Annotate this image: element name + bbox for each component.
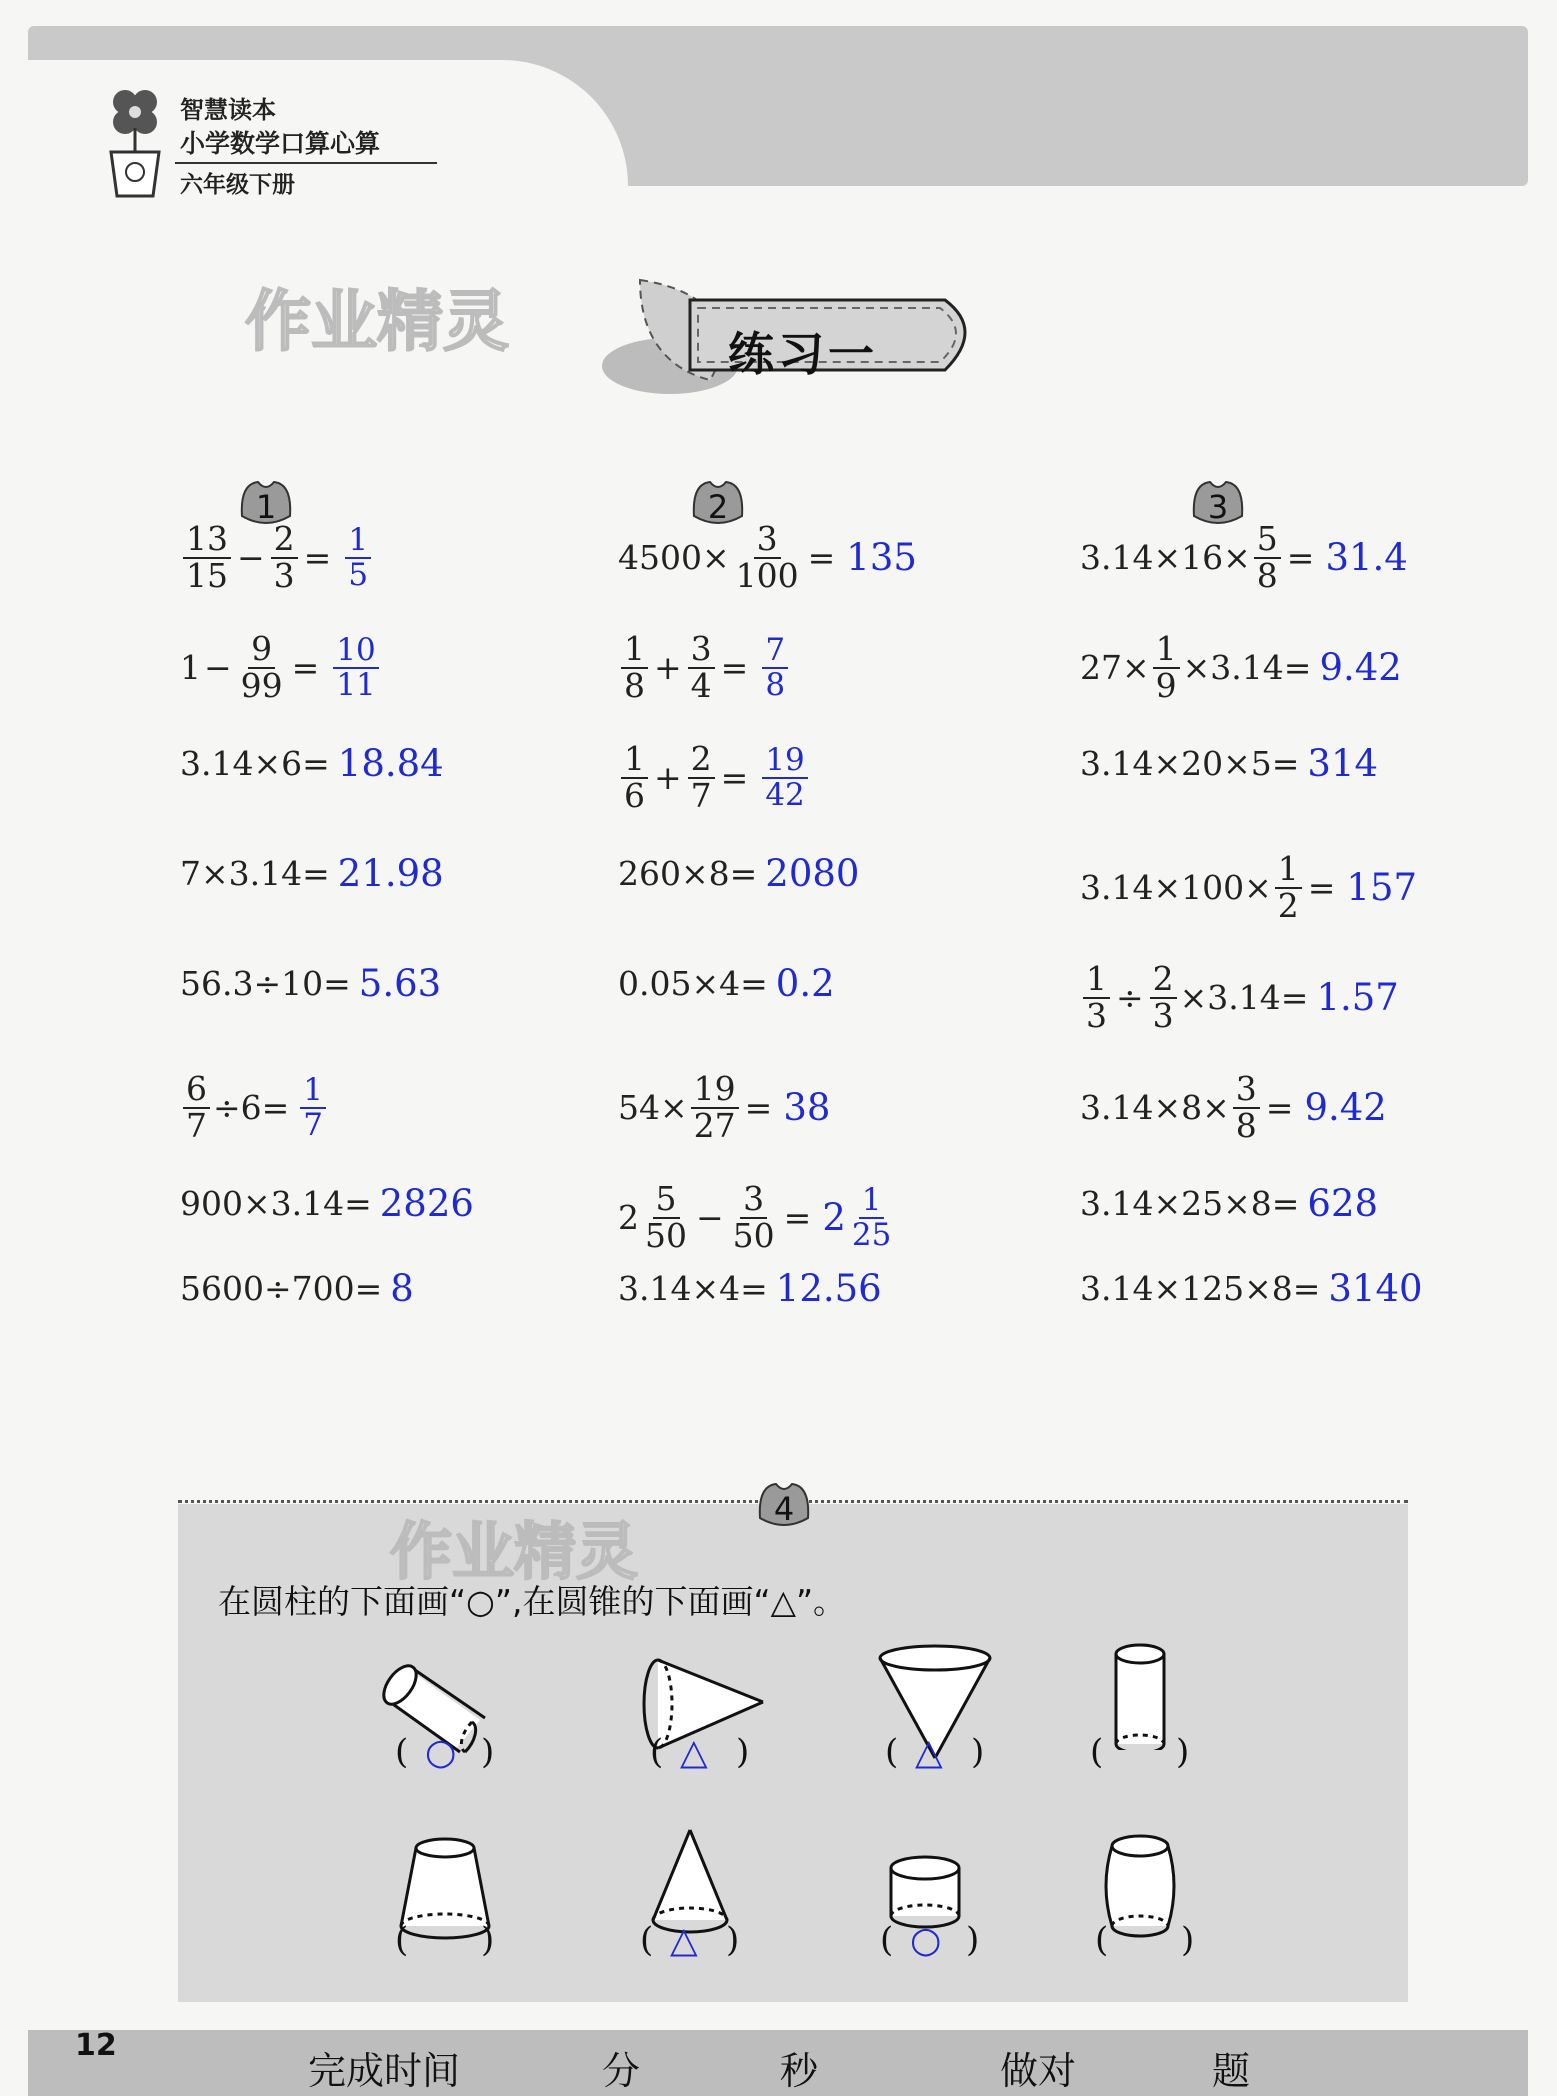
problem-text: ×3.14= [1182, 648, 1312, 688]
fraction-numerator: 10 [333, 634, 378, 669]
problem-fraction [1153, 629, 1180, 705]
problem-fraction [1254, 519, 1281, 595]
problem-answer [380, 1182, 474, 1225]
column-badge-number: 3 [1207, 488, 1229, 526]
fraction-denominator: 50 [645, 1215, 687, 1255]
problem-3-7 [1080, 1182, 1378, 1225]
problem-text: 5600÷700= [180, 1269, 383, 1308]
answer-value: 9.42 [1304, 1086, 1387, 1130]
problem-text: = [1307, 868, 1336, 908]
book-title: 小学数学口算心算 [180, 129, 381, 158]
answer-value: 21.98 [337, 852, 444, 895]
answer-value: 314 [1307, 742, 1379, 785]
fraction-numerator: 7 [762, 634, 788, 669]
fraction-denominator: 15 [186, 555, 228, 595]
shape-answer-mark: △ [680, 1732, 708, 1773]
problem-fraction [688, 739, 715, 815]
problem-text: = [783, 1198, 812, 1238]
problem-1-5 [180, 962, 441, 1005]
paren-close: ) [966, 1920, 980, 1960]
fraction-denominator: 42 [765, 776, 805, 813]
fraction-denominator: 6 [624, 775, 645, 815]
fraction-numerator: 1 [621, 632, 648, 669]
problem-answer [338, 742, 444, 785]
fraction-denominator: 11 [336, 666, 376, 703]
problem-1-2 [180, 629, 382, 705]
problem-fraction [183, 519, 231, 595]
problem-text: = [1286, 538, 1315, 578]
fraction-numerator: 5 [653, 1182, 680, 1219]
problem-3-8 [1080, 1267, 1423, 1310]
fraction-numerator: 2 [688, 742, 715, 779]
problem-1-8 [180, 1267, 414, 1310]
problem-fraction [691, 1069, 739, 1145]
problem-text: 7×3.14= [180, 854, 330, 893]
column-badge-2 [688, 476, 748, 528]
watermark: 作业精灵 [245, 283, 509, 360]
fraction-denominator: 2 [1277, 885, 1299, 925]
problem-text: 54× [618, 1088, 688, 1128]
paren-open: ( [650, 1732, 664, 1772]
book-grade: 六年级下册 [180, 172, 295, 198]
problem-text: 3.14×4= [618, 1269, 768, 1308]
section4-number: 4 [773, 1490, 795, 1528]
answer-value: 157 [1346, 866, 1418, 910]
fraction-denominator: 3 [273, 555, 295, 595]
flowerpot-logo-icon [103, 80, 167, 200]
problem-answer [359, 962, 441, 1005]
problem-fraction [642, 1179, 690, 1255]
problem-2-4 [618, 852, 859, 895]
paren-open: ( [395, 1920, 409, 1960]
problem-text: 3.14×100× [1080, 868, 1272, 908]
problem-text: − [237, 538, 265, 578]
problem-text: 2 [618, 1198, 639, 1238]
header-divider [175, 162, 437, 164]
problem-answer [822, 1184, 897, 1251]
problem-text: = [807, 538, 836, 578]
fraction-denominator: 5 [348, 556, 369, 593]
problem-answer [1307, 742, 1378, 785]
shape-answer-mark: ○ [910, 1920, 942, 1961]
problem-1-7 [180, 1182, 474, 1225]
fraction-numerator: 1 [1275, 852, 1302, 889]
fraction-denominator: 4 [690, 665, 712, 705]
paren-close: ) [481, 1920, 495, 1960]
fraction-numerator: 3 [1233, 1072, 1260, 1109]
section-title: 练习一 [728, 327, 878, 381]
problem-3-3 [1080, 742, 1378, 785]
problem-text: 0.05×4= [618, 964, 768, 1003]
fraction-denominator: 8 [1235, 1105, 1257, 1145]
problem-answer [1316, 976, 1398, 1019]
problem-text: 260×8= [618, 854, 758, 893]
problem-1-1 [180, 519, 374, 595]
problem-2-6 [618, 1069, 831, 1145]
fraction-denominator: 8 [624, 665, 645, 705]
barrel-icon [1098, 1830, 1182, 1940]
problem-text: ÷ [1116, 978, 1144, 1018]
problem-3-5 [1080, 959, 1399, 1035]
answer-value: 2826 [379, 1182, 474, 1225]
problem-2-7 [618, 1179, 897, 1255]
problem-text: 3.14×125×8= [1080, 1269, 1321, 1308]
shape-answer-mark: △ [915, 1732, 943, 1773]
answer-value: 5.63 [358, 962, 442, 1005]
problem-1-4 [180, 852, 444, 895]
problem-fraction [183, 1069, 210, 1145]
paren-close: ) [1176, 1732, 1190, 1772]
problem-3-1 [1080, 519, 1408, 595]
problem-text: ÷6= [213, 1088, 290, 1128]
answer-fraction [333, 634, 378, 701]
answer-mixed-number [822, 1184, 897, 1251]
fraction-numerator: 19 [691, 1072, 739, 1109]
fraction-denominator: 99 [240, 665, 283, 705]
problem-text: 4500× [618, 538, 730, 578]
short-cylinder-icon [885, 1850, 965, 1930]
page-number: 12 [75, 2028, 117, 2063]
problem-fraction [1150, 959, 1177, 1035]
problem-text: 3.14×8× [1080, 1088, 1230, 1128]
fraction-denominator: 7 [303, 1106, 324, 1143]
problem-2-5 [618, 962, 835, 1005]
problem-answer [759, 744, 810, 811]
paren-close: ) [736, 1732, 750, 1772]
upright-cone-icon [645, 1825, 735, 1935]
problem-answer [1307, 1182, 1378, 1225]
fraction-numerator: 19 [762, 744, 807, 779]
fraction-denominator: 100 [735, 555, 799, 595]
column-badge-3 [1188, 476, 1248, 528]
problem-fraction [238, 629, 286, 705]
problem-answer [1346, 866, 1417, 909]
problem-fraction [271, 519, 298, 595]
problem-text: + [654, 758, 682, 798]
problem-fraction [1275, 849, 1302, 925]
answer-fraction [345, 524, 371, 591]
answer-value: 2080 [765, 852, 860, 895]
fraction-numerator: 1 [621, 742, 648, 779]
answer-value: 135 [846, 536, 917, 580]
problem-1-6 [180, 1069, 329, 1145]
problem-text: = [720, 648, 749, 688]
fraction-numerator: 13 [183, 522, 231, 559]
minute-label: 分 [602, 2049, 641, 2093]
paren-open: ( [1090, 1732, 1104, 1772]
fraction-numerator: 6 [183, 1072, 210, 1109]
fraction-numerator: 3 [688, 632, 715, 669]
answer-fraction [300, 1074, 326, 1141]
answer-fraction [762, 634, 788, 701]
problem-answer [330, 634, 381, 701]
problem-text: + [654, 648, 682, 688]
problem-text: = [744, 1088, 773, 1128]
paren-close: ) [726, 1920, 740, 1960]
problem-text: 27× [1080, 648, 1150, 688]
fraction-denominator: 9 [1155, 665, 1177, 705]
fraction-denominator: 8 [1256, 555, 1278, 595]
problem-answer [776, 962, 835, 1005]
problem-answer [390, 1267, 414, 1310]
shape-answer-mark: △ [670, 1920, 698, 1961]
problem-2-1 [618, 519, 917, 595]
problem-answer [342, 524, 374, 591]
problem-fraction [1083, 959, 1110, 1035]
problem-3-2 [1080, 629, 1402, 705]
fraction-denominator: 3 [1152, 995, 1174, 1035]
problem-answer [1319, 646, 1401, 689]
watermark-lower: 作业精灵 [390, 1515, 639, 1588]
problem-text: = [303, 538, 332, 578]
paren-open: ( [640, 1920, 654, 1960]
problem-text: 3.14×25×8= [1080, 1184, 1300, 1223]
problem-answer [783, 1086, 830, 1129]
problem-1-3 [180, 742, 444, 785]
problem-text: 56.3÷10= [180, 964, 351, 1003]
answer-value: 31.4 [1325, 536, 1408, 580]
answer-value: 12.56 [775, 1267, 882, 1310]
problem-fraction [730, 1179, 778, 1255]
problem-answer [846, 536, 917, 579]
paren-open: ( [1095, 1920, 1109, 1960]
problem-2-8 [618, 1267, 882, 1310]
fraction-denominator: 50 [732, 1215, 775, 1255]
fraction-numerator: 5 [1254, 522, 1281, 559]
column-badge-number: 1 [255, 488, 277, 526]
problem-3-6 [1080, 1069, 1387, 1145]
answer-value: 0.2 [775, 962, 835, 1005]
problem-answer [1304, 1086, 1386, 1129]
answer-value: 8 [390, 1267, 414, 1310]
problem-text: 1 [180, 648, 201, 688]
answer-value: 9.42 [1319, 646, 1402, 690]
paren-open: ( [885, 1732, 899, 1772]
problem-fraction [733, 519, 802, 595]
problem-fraction [621, 629, 648, 705]
problem-text: 900×3.14= [180, 1184, 372, 1223]
problem-fraction [621, 739, 648, 815]
fraction-numerator: 2 [1150, 962, 1177, 999]
problem-2-2 [618, 629, 791, 705]
shape-answer-mark: ○ [425, 1732, 457, 1773]
fraction-numerator: 3 [740, 1182, 767, 1219]
problem-text: − [696, 1198, 724, 1238]
answer-value: 18.84 [337, 742, 444, 785]
time-label: 完成时间 [308, 2049, 461, 2093]
column-badge-number: 2 [707, 488, 729, 526]
paren-open: ( [395, 1732, 409, 1772]
correct-label: 做对 [1000, 2049, 1077, 2093]
fraction-numerator: 1 [1083, 962, 1110, 999]
problem-text: = [291, 648, 320, 688]
paren-open: ( [880, 1920, 894, 1960]
problem-answer [1328, 1267, 1422, 1310]
fraction-numerator: 1 [1153, 632, 1180, 669]
answer-value: 3140 [1328, 1267, 1423, 1310]
fraction-denominator: 8 [765, 666, 786, 703]
fraction-denominator: 7 [690, 775, 712, 815]
fraction-denominator: 27 [693, 1105, 736, 1145]
fraction-denominator: 7 [186, 1105, 207, 1145]
upright-cylinder-icon [1108, 1640, 1172, 1750]
problem-answer [1325, 536, 1407, 579]
problem-text: = [1265, 1088, 1294, 1128]
fraction-numerator: 9 [248, 632, 275, 669]
paren-close: ) [1181, 1920, 1195, 1960]
problem-answer [338, 852, 444, 895]
paren-close: ) [971, 1732, 985, 1772]
fraction-numerator: 1 [345, 524, 371, 559]
problem-text: 3.14×6= [180, 744, 330, 783]
fraction-numerator: 2 [271, 522, 298, 559]
answer-value: 38 [783, 1086, 831, 1130]
problem-text: − [204, 648, 232, 688]
problem-3-4 [1080, 849, 1418, 925]
fraction-denominator: 3 [1086, 995, 1107, 1035]
book-series: 智慧读本 [180, 96, 276, 124]
second-label: 秒 [780, 2049, 819, 2093]
answer-value: 628 [1307, 1182, 1379, 1225]
problem-answer [759, 634, 791, 701]
problem-answer [776, 1267, 882, 1310]
problem-fraction [688, 629, 715, 705]
question-label: 题 [1212, 2049, 1251, 2093]
answer-fraction [762, 744, 807, 811]
paren-close: ) [481, 1732, 495, 1772]
fraction-numerator: 1 [859, 1184, 885, 1219]
problem-2-3 [618, 739, 811, 815]
problem-answer [765, 852, 859, 895]
section4-badge [754, 1478, 814, 1530]
problem-text: 3.14×16× [1080, 538, 1251, 578]
problem-text: ×3.14= [1179, 978, 1309, 1018]
answer-value: 1.57 [1316, 976, 1399, 1020]
fraction-numerator: 3 [754, 522, 781, 559]
section4-instruction: 在圆柱的下面画“○”,在圆锥的下面画“△”。 [218, 1582, 847, 1621]
problem-answer [297, 1074, 329, 1141]
answer-whole: 2 [822, 1196, 846, 1240]
answer-fraction [849, 1184, 894, 1251]
fraction-numerator: 1 [300, 1074, 326, 1109]
footer-band [28, 2030, 1528, 2096]
problem-text: = [720, 758, 749, 798]
problem-text: 3.14×20×5= [1080, 744, 1300, 783]
problem-fraction [1233, 1069, 1260, 1145]
fraction-denominator: 25 [851, 1216, 892, 1253]
